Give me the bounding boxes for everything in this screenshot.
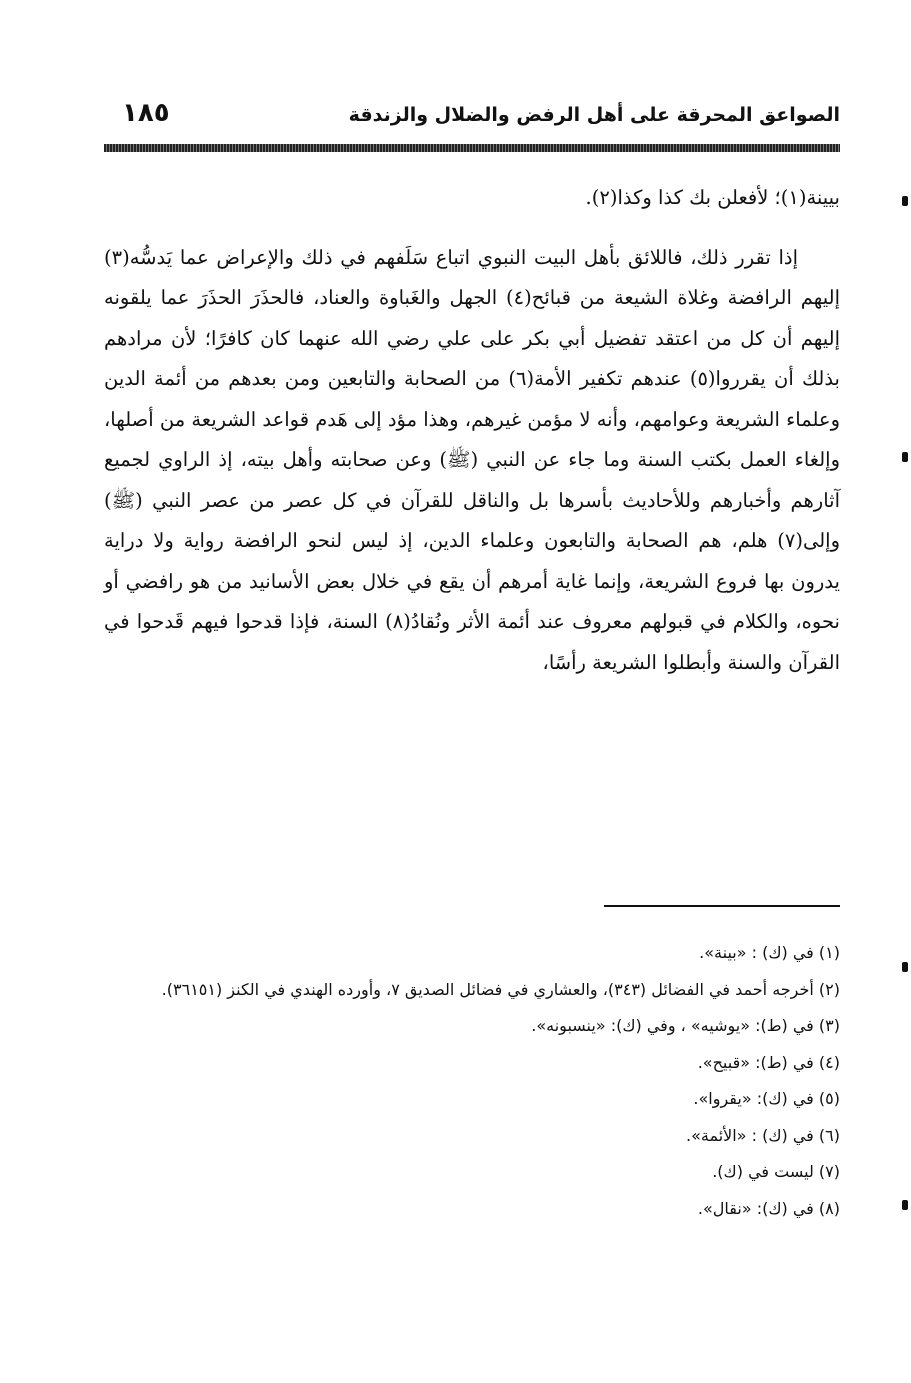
footnote-7: (٧) ليست في (ك). (712, 1162, 840, 1181)
footnote-2: (٢) أخرجه أحمد في الفضائل (٣٤٣)، والعشاري في فضائل الصديق ٧، وأورده الهندي في الكنز (٣٦١٥١). (161, 979, 840, 999)
footnote-3: (٣) في (ط): «يوشيه» ، وفي (ك): «ينسبونه». (531, 1016, 840, 1035)
scan-edge-mark (902, 1200, 908, 1210)
scan-edge-mark (902, 452, 908, 462)
paragraph-main: إذا تقرر ذلك، فاللائق بأهل البيت النبوي اتباع سَلَفهم في ذلك والإعراض عما يَدسُّه(٣) إليهم الرافضة وغلاة الشيعة من قبائح(٤) الجهل والغَباوة والعناد، فالحذَرَ الحذَرَ عما يلقونه إليهم أن كل من اعتقد تفضيل أبي بكر على علي رضي الله عنهما كان كافرًا؛ لأن مرادهم بذلك أن يقرروا(٥) عندهم تكفير الأمة(٦) من الصحابة والتابعين ومن بعدهم من أئمة الدين وعلماء الشريعة وعوامهم، وأنه لا مؤمن غيرهم، وهذا مؤد إلى هَدم قواعد الشريعة من أصلها، وإلغاء العمل بكتب السنة وما جاء عن النبي (ﷺ) وعن صحابته وأهل بيته، إذ الراوي لجميع آثارهم وأخبارهم وللأحاديث بأسرها بل والناقل للقرآن في كل عصر من عصر النبي (ﷺ) وإلى(٧) هلم، هم الصحابة والتابعون وعلماء الدين، إذ ليس لنحو الرافضة رواية ولا دراية يدرون بها فروع الشريعة، وإنما غاية أمرهم أن يقع في خلال بعض الأسانيد من هو رافضي أو نحوه، والكلام في قبولهم معروف عند أئمة الأثر ونُقادُ(٨) السنة، فإذا قدحوا فيهم قَدحوا في القرآن والسنة وأبطلوا الشريعة رأسًا، (104, 245, 840, 674)
footnote-5: (٥) في (ك): «يقروا». (693, 1089, 840, 1108)
scan-edge-mark (902, 962, 908, 972)
paragraph-opening-line: بيينة(١)؛ لأفعلن بك كذا وكذا(٢). (585, 186, 840, 209)
scan-edge-mark (902, 196, 908, 206)
footnote-separator (604, 905, 840, 907)
footnote-4: (٤) في (ط): «قبيح». (697, 1052, 840, 1072)
body-text (104, 178, 840, 683)
running-title: الصواعق المحرقة على أهل الرفض والضلال والزندقة (348, 104, 840, 126)
footnote-1: (١) في (ك) : «بينة». (699, 943, 840, 962)
page-number: ١٨٥ (122, 98, 170, 128)
footnote-6: (٦) في (ك) : «الأئمة». (686, 1125, 840, 1145)
footnotes (104, 935, 840, 1227)
header-rule (104, 144, 840, 152)
footnote-8: (٨) في (ك): «نقال». (697, 1198, 840, 1218)
page-header (104, 96, 840, 140)
